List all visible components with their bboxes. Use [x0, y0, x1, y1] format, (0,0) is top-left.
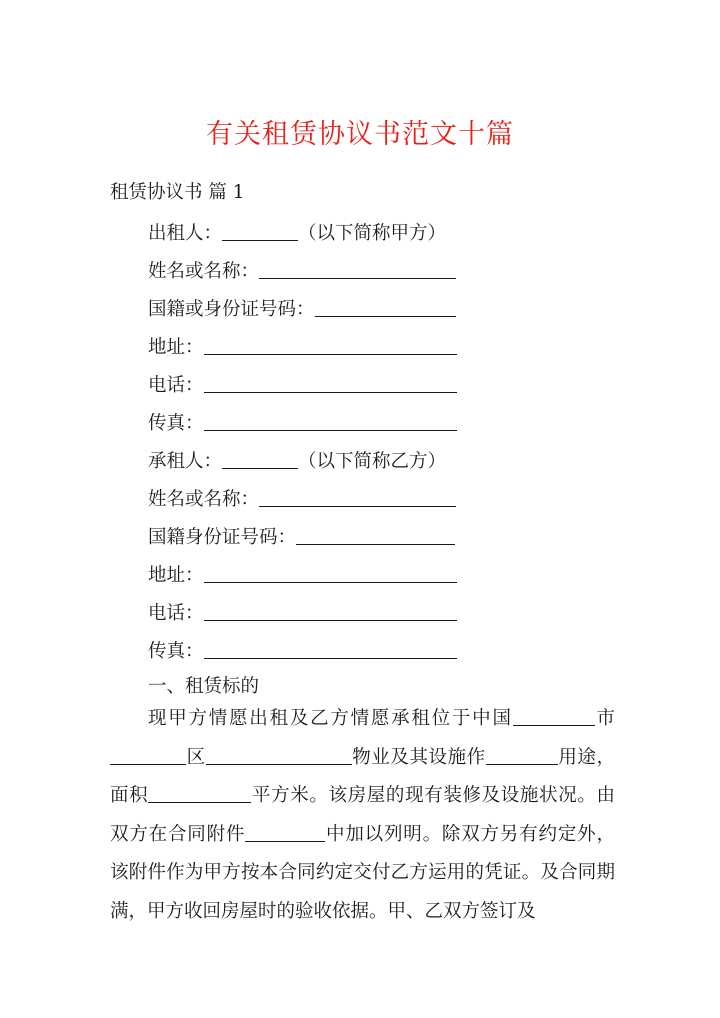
- para-text: 中加以列明。除双方另有约定外，该附件作为甲方按本合同约定交付乙方运用的凭证。及合同期满，甲方收回房屋时的验收依据。甲、乙双方签订及: [110, 823, 615, 922]
- article-one-heading: 一、租赁标的: [148, 676, 260, 697]
- appendix-blank[interactable]: [245, 824, 325, 842]
- para-text: 用途，面积: [110, 746, 615, 807]
- lessee-name-line: [148, 488, 456, 510]
- field-blank[interactable]: [204, 564, 457, 583]
- field-label: 地址：: [148, 565, 204, 586]
- field-blank[interactable]: [259, 260, 456, 279]
- lessor-line: [148, 222, 446, 244]
- field-label: 姓名或名称：: [148, 489, 260, 510]
- field-blank[interactable]: [204, 336, 457, 355]
- lessee-address-line: [148, 564, 457, 586]
- lessor-id-line: [148, 298, 456, 320]
- para-text: 市: [594, 708, 615, 729]
- field-blank[interactable]: [204, 640, 457, 659]
- field-blank[interactable]: [315, 298, 456, 317]
- field-label: 地址：: [148, 337, 204, 358]
- lessee-fax-line: [148, 640, 457, 662]
- para-text: 现甲方情愿出租及乙方情愿承租位于中国: [148, 708, 513, 729]
- para-text: 物业及其设施作: [351, 746, 486, 768]
- usage-blank[interactable]: [486, 747, 558, 765]
- field-label: 国籍或身份证号码：: [148, 299, 315, 320]
- lessee-blank[interactable]: [222, 450, 298, 469]
- field-blank[interactable]: [204, 412, 457, 431]
- property-blank[interactable]: [206, 747, 352, 765]
- city-blank[interactable]: [513, 708, 595, 726]
- area-blank[interactable]: [148, 785, 251, 803]
- lessor-phone-line: [148, 374, 457, 396]
- field-label: 传真：: [148, 413, 204, 434]
- field-label: 国籍身份证号码：: [148, 527, 297, 548]
- lessor-suffix: （以下简称甲方）: [298, 223, 447, 244]
- lessor-name-line: [148, 260, 456, 282]
- field-label: 电话：: [148, 375, 204, 396]
- para-text: 平方米。该房屋的现有装修及设施状况。由双方在合同附件: [110, 785, 615, 845]
- lessor-fax-line: [148, 412, 457, 434]
- para-text: 区: [186, 746, 206, 768]
- article-one-paragraph: [110, 700, 615, 932]
- field-blank[interactable]: [296, 526, 455, 545]
- document-title: 有关租赁协议书范文十篇: [206, 119, 514, 150]
- field-blank[interactable]: [204, 602, 457, 621]
- lessee-label: 承租人：: [148, 451, 223, 472]
- field-label: 电话：: [148, 603, 204, 624]
- lessee-suffix: （以下简称乙方）: [298, 451, 447, 472]
- lessee-phone-line: [148, 602, 457, 624]
- field-blank[interactable]: [259, 488, 456, 507]
- lessor-label: 出租人：: [148, 223, 223, 244]
- field-label: 传真：: [148, 641, 204, 662]
- field-blank[interactable]: [204, 374, 457, 393]
- district-blank[interactable]: [110, 747, 186, 765]
- lessor-address-line: [148, 336, 457, 358]
- section-heading: 租赁协议书 篇 1: [110, 182, 245, 203]
- lessee-line: [148, 450, 446, 472]
- field-label: 姓名或名称：: [148, 261, 260, 282]
- lessor-blank[interactable]: [222, 222, 298, 241]
- lessee-id-line: [148, 526, 455, 548]
